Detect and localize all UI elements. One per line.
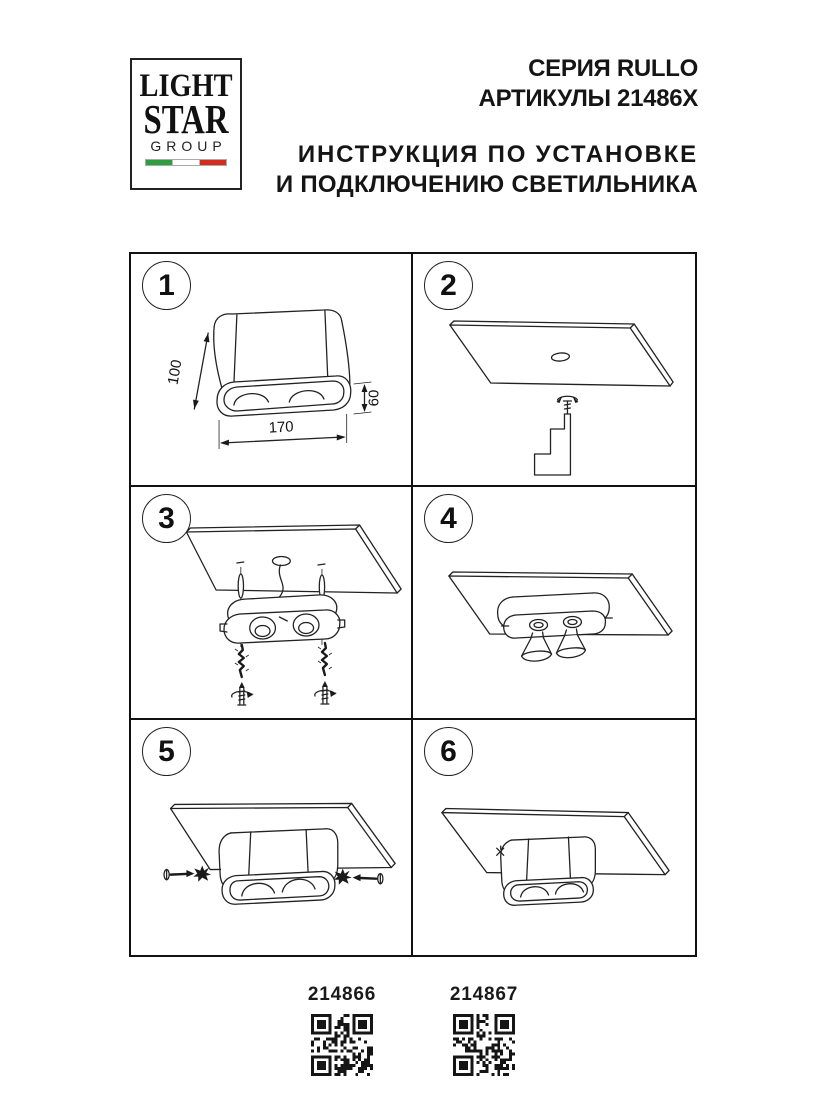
screw-icon-left <box>164 870 194 880</box>
wire-hole <box>551 352 570 362</box>
instruction-title-line1: ИНСТРУКЦИЯ ПО УСТАНОВКЕ <box>297 141 698 168</box>
spot-opening-left <box>250 617 276 639</box>
qr-code-icon-left <box>311 1014 373 1076</box>
expansion-anchor-left <box>235 645 249 677</box>
flag-green-stripe <box>146 160 172 165</box>
fixture-base-top-view <box>220 595 345 643</box>
logo-word-group: GROUP <box>150 138 227 154</box>
article-number-left: 214866 <box>307 984 377 1005</box>
step-3-panel <box>131 487 413 720</box>
wire-hole <box>272 557 290 566</box>
fixture-drawing <box>214 310 351 416</box>
step-3-badge: 3 <box>142 494 191 543</box>
step-2-panel <box>413 254 695 487</box>
logo-word-light: LIGHT <box>139 68 233 104</box>
qr-code-icon-right <box>453 1014 515 1076</box>
qr-block-right <box>434 984 534 1076</box>
articles-title: АРТИКУЛЫ 21486X <box>478 85 698 112</box>
spot-opening-right <box>293 614 319 636</box>
instruction-title-line2: И ПОДКЛЮЧЕНИЮ СВЕТИЛЬНИКА <box>275 171 698 198</box>
dimension-60-label: 60 <box>365 389 383 407</box>
step-1-panel <box>131 254 413 487</box>
lightstar-logo <box>130 58 242 190</box>
dimension-length-170 <box>219 414 347 449</box>
step-5-panel <box>131 720 413 955</box>
screw-icon-left <box>232 682 254 705</box>
fixture-body-drawing <box>501 837 596 905</box>
screw-rotation-icon <box>556 396 578 414</box>
step-2-badge: 2 <box>424 261 473 310</box>
fixture-body-drawing <box>219 829 338 905</box>
steps-grid <box>129 252 697 957</box>
flag-white-stripe <box>172 160 200 165</box>
qr-block-left <box>292 984 392 1076</box>
step-4-panel <box>413 487 695 720</box>
drill-hole-marks <box>237 562 325 565</box>
dimension-depth-60 <box>354 382 383 414</box>
wall-plug-left <box>238 574 243 598</box>
flag-red-stripe <box>200 160 226 165</box>
step-5-badge: 5 <box>142 727 191 776</box>
expansion-anchor-right <box>318 643 332 675</box>
step-1-badge: 1 <box>142 261 191 310</box>
step-template-drawing <box>535 414 571 475</box>
screw-icon-right <box>353 874 383 884</box>
step-6-badge: 6 <box>424 727 473 776</box>
document-header <box>276 54 698 200</box>
dimension-height-100 <box>165 333 210 409</box>
ceiling-panel-drawing <box>450 321 673 386</box>
dimension-100-label: 100 <box>164 358 186 387</box>
logo-word-star: STAR <box>143 96 229 142</box>
italian-flag-icon <box>145 159 227 166</box>
step-4-badge: 4 <box>424 494 473 543</box>
qr-section <box>0 984 826 1076</box>
ceiling-panel-drawing <box>186 525 401 593</box>
dimension-170-label: 170 <box>268 418 294 437</box>
step-6-panel <box>413 720 695 955</box>
screw-icon-right <box>315 681 337 704</box>
fixture-base-drawing <box>498 593 613 638</box>
article-number-right: 214867 <box>449 984 519 1005</box>
series-title: СЕРИЯ RULLO <box>528 55 698 82</box>
